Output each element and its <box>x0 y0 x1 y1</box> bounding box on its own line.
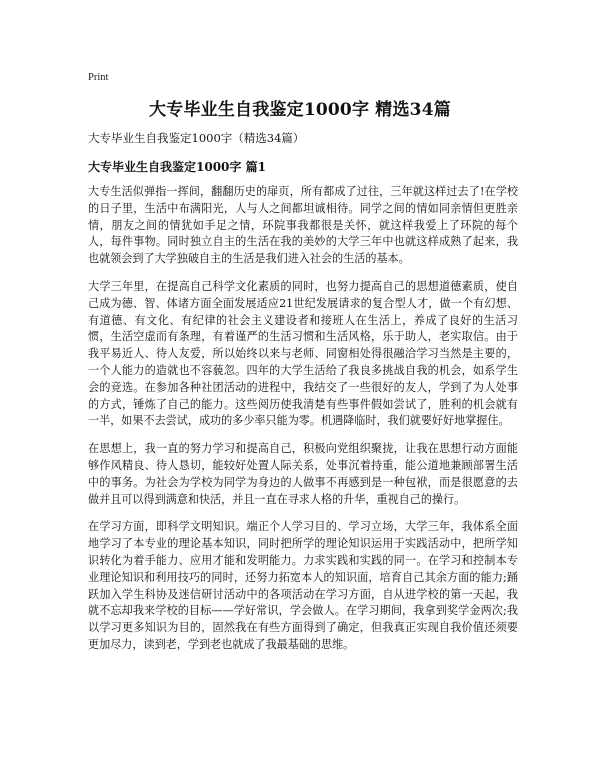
document-content <box>88 184 518 665</box>
paragraph-4: 在学习方面，即科学文明知识。端正个人学习目的、学习立场，大学三年，我体系全面地学习了本专业的理论基本知识，同时把所学的理论知识运用于实践活动中，把所学知识转化为着手能力、应用才能和发明能力。力求实践和实践的同一。在学习和控制本专业理论知识和利用技巧的同时，还努力拓宽本人的知识面，培育自己其余方面的能力;踊跃加入学生科协及迷信研讨活动中的各项活动在学习方面，自从进学校的第一天起，我就不忘却我来学校的目标——学好常识，学会做人。在学习期间，我拿到奖学金两次;我以学习更多知识为目的，固然我在有些方面得到了确定，但我真正实现自我价值还须要更加尽力，读到老，学到老也就成了我最基础的思维。 <box>88 520 518 651</box>
paragraph-1: 大专生活似弹指一挥间，翻翻历史的扉页，所有都成了过往，三年就这样过去了!在学校的日子里，生活中布满阳光，人与人之间都坦诚相待。同学之间的情如同亲情但更胜亲情，朋友之间的情犹如手足之情，环院事我都很是关怀，就这样我爱上了环院的每个人，每件事物。同时独立自主的生活在我的美妙的大学三年中也就这样成熟了起来，我也就领会到了大学独破自主的生活是我们进入社会的生活的基本。 <box>88 185 518 266</box>
paragraph-3: 在思想上，我一直的努力学习和提高自己，积极向党组织聚拢，让我在思想行动方面能够作风精良、待人恳切，能较好处置人际关系，处事沉着持重，能公道地兼顾部署生活中的事务。为社会为学校为同学为身边的人做事不再感到是一种包袱，而是很愿意的去做并且可以得到满意和快活，并且一直在寻求人格的升华，重视自己的操行。 <box>88 442 518 506</box>
document-title: 大专毕业生自我鉴定1000字 精选34篇 <box>149 100 451 120</box>
print-label[interactable]: Print <box>88 72 109 83</box>
paragraph-2: 大学三年里，在提高自己科学文化素质的同时，也努力提高自己的思想道德素质，使自己成为德、智、体诸方面全面发展适应21世纪发展请求的复合型人才，做一个有幻想、有道德、有文化、有纪律的社会主义建设者和接班人在生活上，养成了良好的生活习惯，生活空虚而有条理，有着谨严的生活习惯和生活风格，乐于助人，老实取信。由于我平易近人、待人友爱，所以始终以来与老师、同窗相处得很融洽学习当然是主要的，一个人能力的造就也不容藐忽。四年的大学生活给了我良多挑战自我的机会，如系学生会的竞选。在参加各种社团活动的进程中，我结交了一些很好的友人，学到了为人处事的方式，锤炼了自己的能力。这些阅历使我清楚有些事件假如尝试了，胜利的机会就有一半，如果不去尝试，成功的多少率只能为零。机遇降临时，我们就要好好地掌握住。 <box>88 279 518 428</box>
section-heading: 大专毕业生自我鉴定1000字 篇1 <box>88 160 266 174</box>
document-subtitle: 大专毕业生自我鉴定1000字（精选34篇） <box>88 131 305 145</box>
